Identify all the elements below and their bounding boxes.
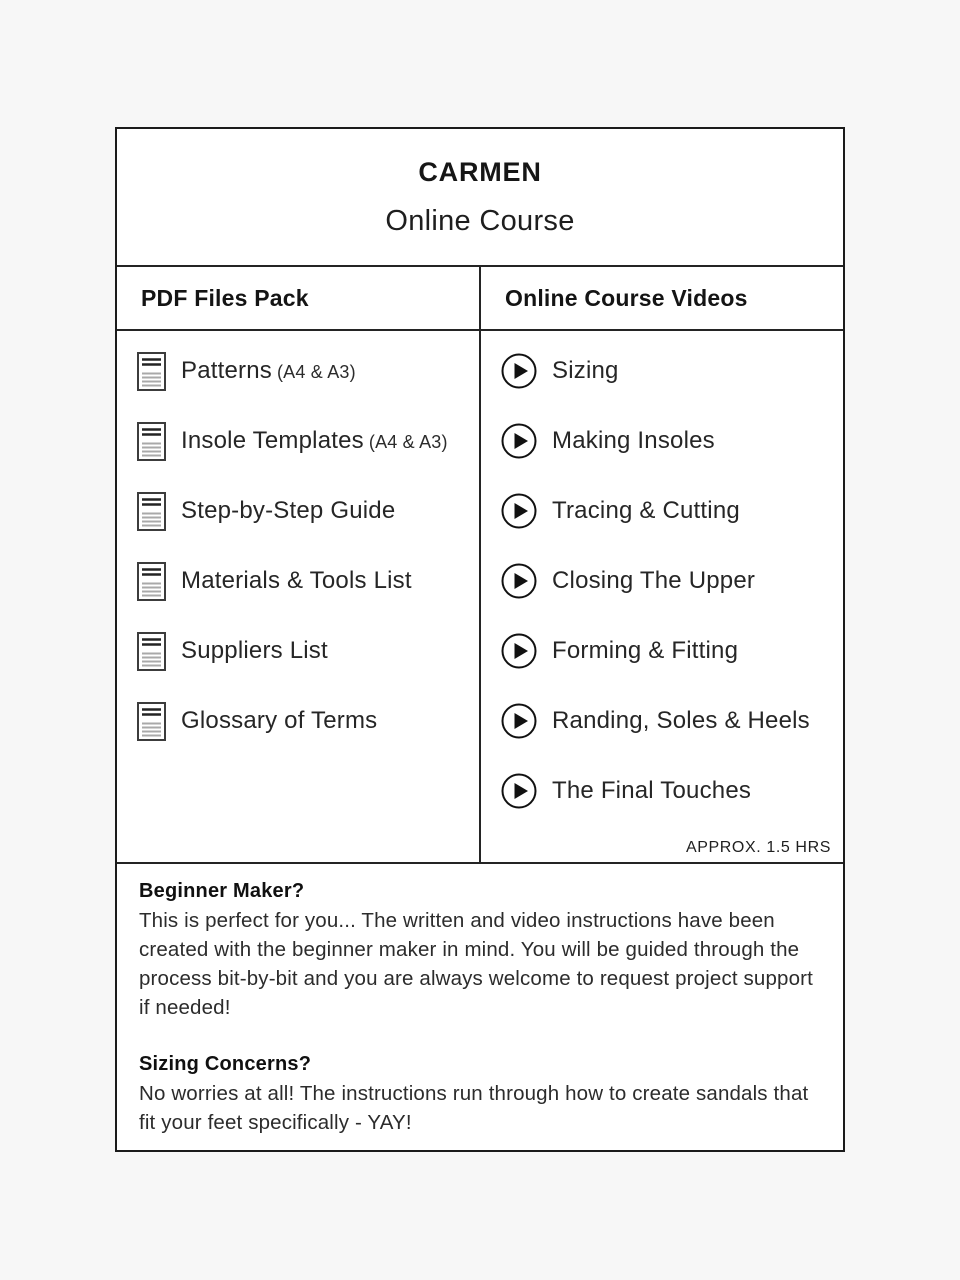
- card-header: [117, 129, 843, 267]
- pdf-item-label: Materials & Tools List: [181, 567, 412, 594]
- pdf-file-item: [117, 686, 479, 756]
- play-icon: [501, 633, 537, 669]
- play-icon: [501, 773, 537, 809]
- document-icon: [137, 562, 166, 601]
- play-icon: [501, 493, 537, 529]
- pdf-item-label: Suppliers List: [181, 637, 328, 664]
- pdf-item-label: Glossary of Terms: [181, 707, 378, 734]
- video-item-label: Closing The Upper: [552, 567, 756, 594]
- video-item-label: Forming & Fitting: [552, 637, 739, 664]
- column-headers-row: [117, 267, 843, 331]
- play-icon: [501, 423, 537, 459]
- video-item: [481, 336, 843, 406]
- document-icon: [137, 422, 166, 461]
- info-section-heading: Sizing Concerns?: [139, 1053, 312, 1075]
- pdf-file-item: [117, 616, 479, 686]
- document-icon: [137, 632, 166, 671]
- course-title: CARMEN: [418, 156, 542, 187]
- videos-column-heading: Online Course Videos: [479, 267, 843, 329]
- info-section-body: No worries at all! The instructions run through how to create sandals that fit your feet specifically - YAY!: [139, 1082, 809, 1134]
- info-section-body: This is perfect for you... The written and video instructions have been created with the beginner maker in mind. You will be guided through the process bit-by-bit and you are always welcome to request project support if needed!: [139, 909, 813, 1019]
- info-section: [139, 877, 820, 1022]
- video-item-label: The Final Touches: [552, 777, 752, 804]
- info-section-heading: Beginner Maker?: [139, 880, 305, 902]
- pdf-file-item: [117, 546, 479, 616]
- video-item: [481, 616, 843, 686]
- videos-list: [479, 331, 843, 862]
- info-section: [139, 1050, 820, 1137]
- pdf-item-label: Insole Templates (A4 & A3): [181, 427, 448, 454]
- video-item: [481, 476, 843, 546]
- columns-body: [117, 331, 843, 864]
- course-card: [115, 127, 845, 1152]
- play-icon: [501, 563, 537, 599]
- video-item-label: Making Insoles: [552, 427, 715, 454]
- play-icon: [501, 703, 537, 739]
- duration-note: APPROX. 1.5 HRS: [685, 839, 831, 856]
- document-icon: [137, 492, 166, 531]
- pdf-files-list: [117, 331, 479, 862]
- pdf-file-item: [117, 406, 479, 476]
- pdf-column-heading: PDF Files Pack: [141, 284, 309, 311]
- pdf-item-size-note: (A4 & A3): [276, 362, 356, 382]
- pdf-file-item: [117, 476, 479, 546]
- video-item: [481, 406, 843, 476]
- video-item: [481, 546, 843, 616]
- document-icon: [137, 352, 166, 391]
- video-item-label: Sizing: [552, 357, 619, 384]
- video-item-label: Tracing & Cutting: [552, 497, 740, 524]
- pdf-item-size-note: (A4 & A3): [368, 432, 448, 452]
- video-item-label: Randing, Soles & Heels: [552, 707, 810, 734]
- pdf-item-label: Patterns (A4 & A3): [181, 357, 356, 384]
- video-item: [481, 686, 843, 756]
- pdf-item-label: Step-by-Step Guide: [181, 497, 396, 524]
- pdf-file-item: [117, 336, 479, 406]
- video-item: [481, 756, 843, 826]
- info-area: [117, 864, 843, 1137]
- course-subtitle: Online Course: [385, 204, 575, 237]
- document-icon: [137, 702, 166, 741]
- play-icon: [501, 353, 537, 389]
